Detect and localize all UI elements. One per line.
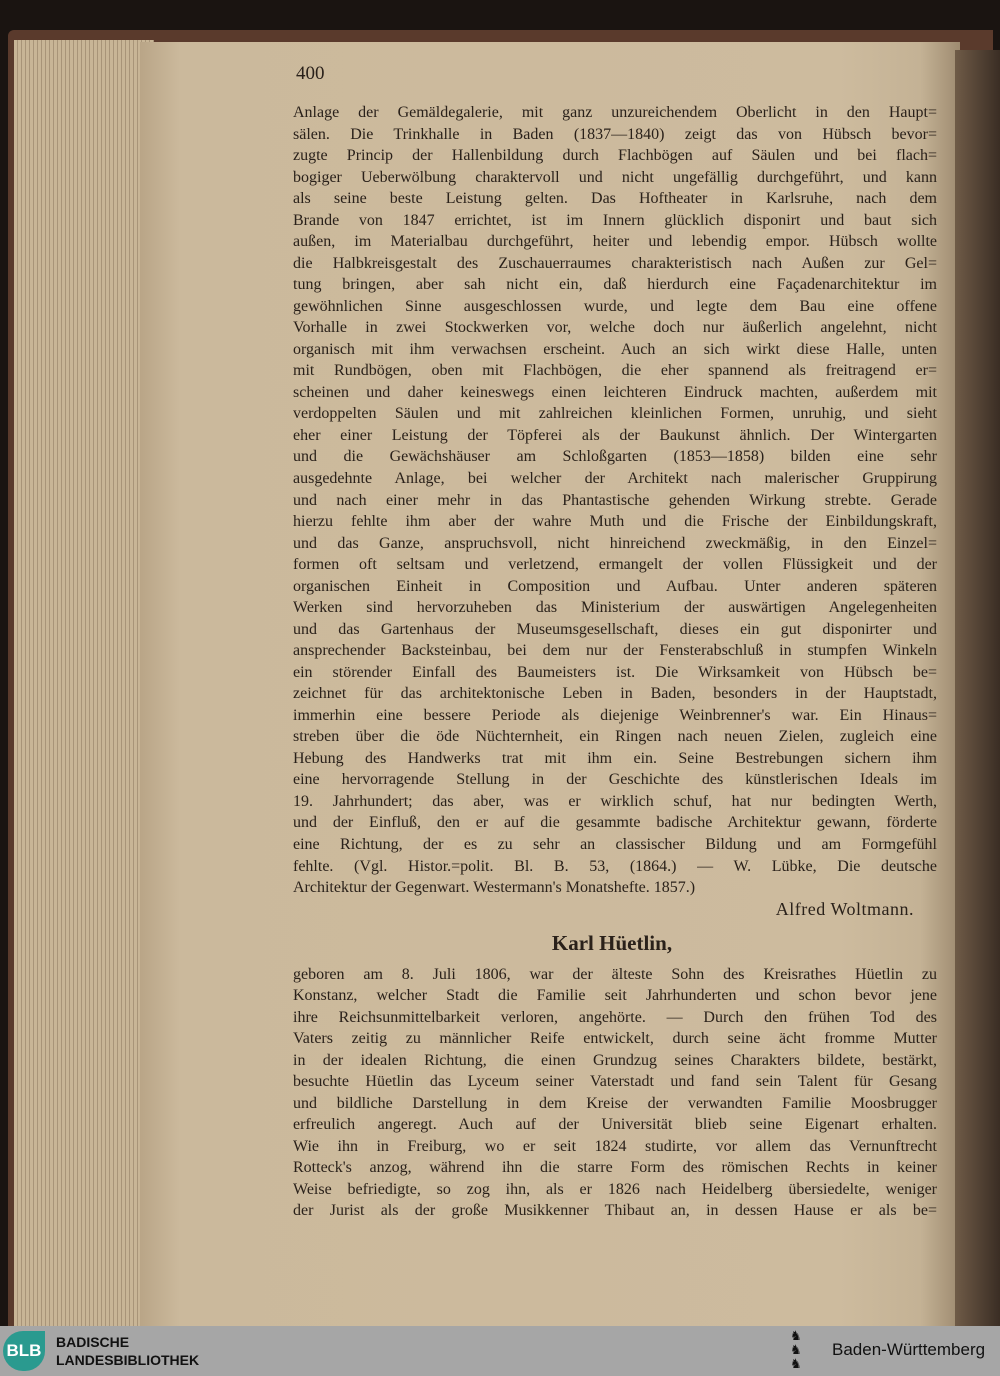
text-line: besuchte Hüetlin das Lyceum seiner Vaterstadt und fand sein Talent für Gesang [293,1073,937,1091]
text-line: fehlte. (Vgl. Histor.=polit. Bl. B. 53, (1864.) — W. Lübke, Die deutsche [293,857,937,875]
text-line: scheinen und daher keineswegs einen leichteren Eindruck machten, außerdem mit [293,383,937,401]
text-line: bogiger Ueberwölbung charaktervoll und nicht ungefällig durchgeführt, und kann [293,168,937,186]
text-line: außen, im Materialbau durchgeführt, heiter und lebendig empor. Hübsch wollte [293,233,937,251]
text-line: ihre Reichsunmittelbarkeit verloren, angehörte. — Durch den frühen Tod des [293,1008,937,1026]
text-line: eher einer Leistung der Töpferei als der Baukunst ähnlich. Der Wintergarten [293,426,937,444]
text-line: Rotteck's anzog, während ihn die starre Form des römischen Rechts in keiner [293,1159,937,1177]
text-line: und die Gewächshäuser am Schloßgarten (1853—1858) bilden eine sehr [293,448,937,466]
text-line: eine Richtung, der es zu sehr an classischer Bildung und am Formgefühl [293,836,937,854]
library-name-line1: BADISCHE [56,1334,130,1350]
text-line: streben über die öde Nüchternheit, ein Ringen nach neuen Zielen, zugleich eine [293,728,937,746]
text-line: hierzu fehlte ihm aber der wahre Muth und die Frische der Einbildungskraft, [293,513,937,531]
text-line: formen oft seltsam und verletzend, ermangelt der vollen Flüssigkeit und der [293,556,937,574]
text-line: und nach einer mehr in das Phantastische gehenden Wirkung strebte. Gerade [293,491,937,509]
coat-of-arms-lions-icon: ♞ ♞ ♞ [790,1328,802,1371]
text-line: Weise befriedigte, so zog ihn, als er 1826 nach Heidelberg übersiedelte, weniger [293,1180,937,1198]
text-line: organischen Einheit in Composition und Aufbau. Unter anderen späteren [293,577,937,595]
library-name[interactable] [56,1333,199,1369]
text-line: und das Gartenhaus der Museumsgesellschaft, dieses ein gut disponirter und [293,620,937,638]
text-line: zeichnet für das architektonische Leben in Baden, besonders in der Hauptstadt, [293,685,937,703]
state-name[interactable]: Baden-Württemberg [832,1340,986,1359]
text-line: Konstanz, welcher Stadt die Familie seit Jahrhunderten und schon bevor jene [293,987,937,1005]
text-line: Werken sind hervorzuheben das Ministerium der auswärtigen Angelegenheiten [293,599,937,617]
book-binding-edge [955,50,1000,1326]
text-line: in der idealen Richtung, die einen Grundzug seines Charakters bildete, bestärkt, [293,1051,937,1069]
text-line: immerhin eine bessere Periode als diejenige Weinbrenner's war. Ein Hinaus= [293,706,937,724]
text-line: und der Einfluß, den er auf die gesammte badische Architektur gewann, förderte [293,814,937,832]
entry-heading: Karl Hüetlin, [551,931,673,955]
text-line: ein störender Einfall des Baumeisters ist. Die Wirksamkeit von Hübsch be= [293,663,937,681]
footer-bar [0,1326,1000,1376]
author-signature: Alfred Woltmann. [775,899,914,919]
text-line: mit Rundbögen, oben mit Flachbögen, die eher spannend als freitragend er= [293,362,937,380]
text-line: die Halbkreisgestalt des Zuschauerraumes charakteristisch nach Außen zur Gel= [293,254,937,272]
text-line: der Jurist als der große Musikkenner Thibaut an, in dessen Hause er als be= [293,1201,937,1219]
text-line: zugte Princip der Hallenbildung durch Flachbögen auf Säulen und bei flach= [293,147,937,165]
text-line: Hebung des Handwerks trat mit ihm ein. Seine Bestrebungen sichern ihm [293,749,937,767]
text-line: eine hervorragende Stellung in der Geschichte des künstlerischen Ideals im [293,771,937,789]
text-line: Brande von 1847 errichtet, ist im Innern glücklich disponirt und baut sich [293,211,937,229]
text-line: ansprechender Backsteinbau, bei dem nur der Fensterabschluß in stumpfen Winkeln [293,642,937,660]
text-line: Wie ihn in Freiburg, wo er seit 1824 studirte, vor allem das Vernunftrecht [293,1137,937,1155]
text-line: erfreulich angeregt. Auch auf der Universität blieb seine Eigenart erhalten. [293,1116,937,1134]
text-line: geboren am 8. Juli 1806, war der älteste Sohn des Kreisrathes Hüetlin zu [293,966,937,983]
text-line: sälen. Die Trinkhalle in Baden (1837—1840) zeigt das von Hübsch bevor= [293,125,937,143]
text-line: ausgedehnte Anlage, bei welcher der Architekt nach malerischer Gruppirung [293,470,937,487]
text-line: verdoppelten Säulen und mit zahlreichen kleinlichen Formen, unruhig, und sieht [293,405,937,423]
text-line: als seine beste Leistung gelten. Das Hoftheater in Karlsruhe, nach dem [293,190,937,208]
text-line: tung bringen, aber sah nicht ein, daß hierdurch eine Façadenarchitektur im [293,276,937,294]
text-line: und bildliche Darstellung in dem Kreise der verwandten Familie Moosbrugger [293,1094,937,1112]
text-line: 19. Jahrhundert; das aber, was er wirklich schuf, hat nur bedingten Werth, [293,792,937,810]
text-line: gewöhnlichen Sinne ausgeschlossen wurde, und legte dem Bau eine offene [293,297,937,315]
text-line: Vaters zeitig zu männlicher Reife entwickelt, durch seine ächt fromme Mutter [293,1030,937,1048]
library-name-line2: LANDESBIBLIOTHEK [56,1352,200,1368]
text-line: Anlage der Gemäldegalerie, mit ganz unzureichendem Oberlicht in den Haupt= [293,104,937,121]
page-number: 400 [296,63,325,84]
text-line: Architektur der Gegenwart. Westermann's Monatshefte. 1857.) [293,879,696,897]
page-edges [14,40,154,1326]
text-line: Vorhalle in zwei Stockwerken vor, welche doch nur äußerlich angelehnt, nicht [293,319,937,337]
text-line: und das Ganze, anspruchsvoll, nicht hinreichend zweckmäßig, in den Einzel= [293,534,937,552]
blb-logo[interactable]: BLB [3,1331,45,1371]
text-line: organisch mit ihm verwachsen erscheint. Auch an sich wirkt diese Halle, unten [293,340,937,358]
